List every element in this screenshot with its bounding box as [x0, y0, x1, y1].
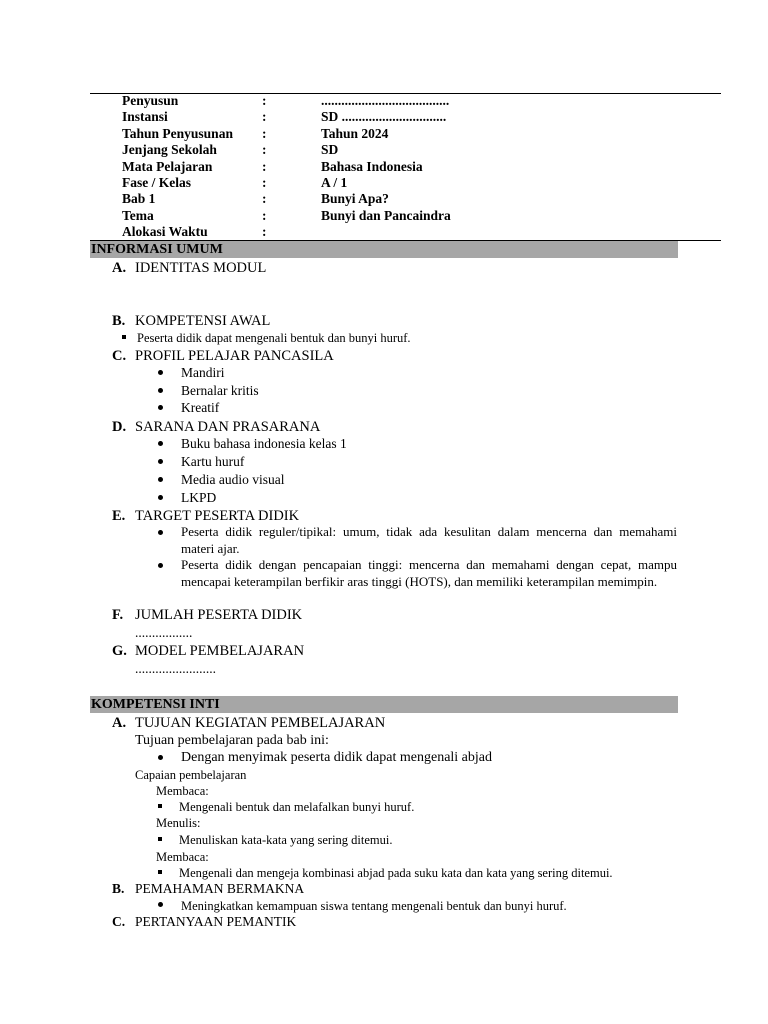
bullet-dot	[158, 370, 163, 375]
header-colon: :	[262, 93, 267, 108]
subsection-title: JUMLAH PESERTA DIDIK	[135, 607, 303, 623]
subsection-c	[112, 913, 296, 931]
subsection-a	[112, 259, 266, 277]
intro-text: Tujuan pembelajaran pada bab ini:	[135, 733, 329, 748]
bullet-dot	[158, 405, 163, 410]
subsection-letter: A.	[112, 715, 127, 731]
header-label: Jenjang Sekolah	[122, 142, 217, 158]
header-table	[122, 93, 682, 241]
list-item: Mengenali dan mengeja kombinasi abjad pada suku kata dan kata yang sering ditemui.	[179, 866, 613, 880]
subsection-letter: E.	[112, 508, 126, 524]
list-item: Media audio visual	[181, 472, 285, 487]
header-label: Mata Pelajaran	[122, 158, 213, 174]
subsection-title: IDENTITAS MODUL	[135, 260, 267, 276]
header-colon: :	[262, 158, 267, 174]
bullet-dot	[158, 530, 163, 535]
subsection-b	[112, 312, 270, 330]
subsection-b	[112, 880, 304, 898]
subsection-title: SARANA DAN PRASARANA	[135, 419, 321, 435]
subsection-e	[112, 507, 299, 525]
list-item: Kartu huruf	[181, 454, 245, 469]
list-item: Peserta didik reguler/tipikal: umum, tidak ada kesulitan dalam mencerna dan memahami materi ajar.	[181, 524, 677, 556]
placeholder-value: .................	[135, 625, 193, 640]
subsection-f	[112, 606, 302, 624]
sub-label: Membaca:	[156, 850, 209, 864]
section-heading-kompetensi-inti: KOMPETENSI INTI	[90, 696, 678, 713]
subsection-a	[112, 714, 385, 732]
subsection-title: PERTANYAAN PEMANTIK	[135, 914, 297, 929]
placeholder-value: ........................	[135, 661, 216, 676]
header-row	[122, 159, 682, 175]
sub-label: Membaca:	[156, 784, 209, 798]
header-row	[122, 142, 682, 158]
header-value: Tahun 2024	[321, 125, 389, 141]
header-value: Bunyi Apa?	[321, 191, 389, 207]
list-item: Mengenali bentuk dan melafalkan bunyi huruf.	[179, 800, 415, 814]
header-colon: :	[262, 142, 267, 158]
bullet-dot	[158, 902, 163, 907]
header-value: SD ...............................	[321, 109, 447, 125]
bullet-square	[158, 837, 162, 841]
subsection-title: KOMPETENSI AWAL	[135, 313, 271, 329]
subsection-letter: D.	[112, 419, 127, 435]
capaian-label: Capaian pembelajaran	[135, 768, 247, 782]
bullet-square	[122, 335, 126, 339]
list-item: Mandiri	[181, 365, 225, 380]
header-value: ......................................	[321, 93, 450, 108]
header-label: Tema	[122, 207, 154, 223]
subsection-title: MODEL PEMBELAJARAN	[135, 643, 305, 659]
list-item: Peserta didik dengan pencapaian tinggi: mencerna dan memahami dengan cepat, mampu mencapai keterampilan berfikir aras tinggi (HOTS), dan memiliki keterampilan memimpin.	[181, 557, 677, 589]
header-row	[122, 93, 682, 109]
header-row	[122, 109, 682, 125]
header-colon: :	[262, 174, 267, 190]
subsection-letter: B.	[112, 881, 125, 896]
header-row	[122, 175, 682, 191]
header-colon: :	[262, 224, 267, 240]
header-value: Bunyi dan Pancaindra	[321, 207, 451, 223]
subsection-letter: A.	[112, 260, 127, 276]
subsection-title: TUJUAN KEGIATAN PEMBELAJARAN	[135, 715, 386, 731]
subsection-c	[112, 347, 334, 365]
header-label: Penyusun	[122, 93, 179, 108]
subsection-letter: G.	[112, 643, 127, 659]
header-colon: :	[262, 125, 267, 141]
subsection-letter: C.	[112, 914, 126, 929]
header-label: Bab 1	[122, 191, 156, 207]
list-item: Kreatif	[181, 400, 220, 415]
bullet-dot	[158, 495, 163, 500]
list-item: Menuliskan kata-kata yang sering ditemui.	[179, 833, 393, 847]
list-item: Bernalar kritis	[181, 383, 259, 398]
subsection-letter: F.	[112, 607, 124, 623]
header-colon: :	[262, 207, 267, 223]
subsection-letter: C.	[112, 348, 127, 364]
list-item: Buku bahasa indonesia kelas 1	[181, 436, 347, 451]
list-item: Dengan menyimak peserta didik dapat mengenali abjad	[181, 750, 493, 765]
bullet-dot	[158, 477, 163, 482]
list-item: Peserta didik dapat mengenali bentuk dan bunyi huruf.	[137, 331, 411, 345]
subsection-d	[112, 418, 320, 436]
subsection-title: PEMAHAMAN BERMAKNA	[135, 881, 305, 896]
subsection-g	[112, 642, 304, 660]
header-colon: :	[262, 191, 267, 207]
header-label: Alokasi Waktu	[122, 224, 208, 240]
list-item: LKPD	[181, 490, 217, 505]
header-value: Bahasa Indonesia	[321, 158, 423, 174]
sub-label: Menulis:	[156, 816, 201, 830]
subsection-letter: B.	[112, 313, 126, 329]
header-value: SD	[321, 142, 339, 158]
header-row	[122, 126, 682, 142]
bullet-square	[158, 870, 162, 874]
bullet-dot	[158, 388, 163, 393]
section-heading-informasi-umum: INFORMASI UMUM	[90, 241, 678, 258]
header-row	[122, 224, 682, 240]
header-row	[122, 208, 682, 224]
header-colon: :	[262, 109, 267, 125]
bullet-dot	[158, 441, 163, 446]
header-row	[122, 191, 682, 207]
bullet-dot	[158, 459, 163, 464]
bullet-dot	[158, 563, 163, 568]
subsection-title: TARGET PESERTA DIDIK	[135, 508, 300, 524]
subsection-title: PROFIL PELAJAR PANCASILA	[135, 348, 334, 364]
header-label: Tahun Penyusunan	[122, 125, 233, 141]
header-label: Instansi	[122, 109, 168, 125]
header-label: Fase / Kelas	[122, 174, 191, 190]
header-value: A / 1	[321, 174, 348, 190]
bullet-square	[158, 804, 162, 808]
list-item: Meningkatkan kemampuan siswa tentang mengenali bentuk dan bunyi huruf.	[181, 899, 567, 913]
bullet-dot	[158, 755, 163, 760]
